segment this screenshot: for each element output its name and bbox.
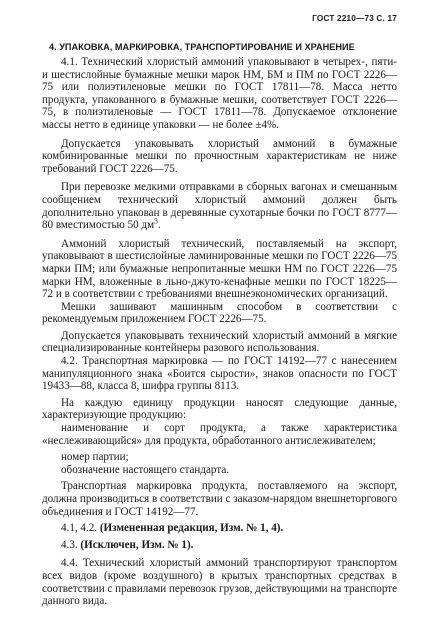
paragraph-export-packing: Аммоний хлористый технический, поставляемый на экспорт, упаковывают в шестислойные ламинированные мешки по ГОСТ 2226—75 марки ПМ; или бумажные непропитанные мешки НМ по ГОСТ 2226—75 марки НМ, вложенные в льно-джуто-кенафные мешки по ГОСТ 18225—72 и в соответствии с требованиями внешнеэкономических организаций. bbox=[42, 237, 397, 301]
document-body bbox=[42, 56, 397, 608]
paragraph-4-2: 4.2. Транспортная маркировка — по ГОСТ 14192—77 с нанесением манипуляционного знака «Боится сырости», знаков опасности по ГОСТ 19433—88, класса 8, шифра группы 8113. bbox=[42, 355, 397, 393]
paragraph-combined-bags: Допускается упаковывать хлористый аммоний в бумажные комбинированные мешки по прочностным характеристикам не ниже требований ГОСТ 2226—75. bbox=[42, 137, 397, 175]
paragraph-4-3 bbox=[42, 539, 397, 552]
paragraph-small-shipments bbox=[42, 181, 397, 231]
small-shipments-end: . bbox=[157, 219, 161, 232]
clause-ref: 4.3. bbox=[61, 538, 81, 551]
paragraph-4-1: 4.1. Технический хлористый аммоний упаковывают в четырех-, пяти- и шестислойные бумажные мешки марок НМ, БМ и ПМ по ГОСТ 2226—75 или полиэтиленовые мешки по ГОСТ 17811—78. Масса нетто продукта, упакованного в бумажные мешки, соответствует ГОСТ 2226—75, в полиэтиленовые — ГОСТ 17811—78. Допускаемое отклонение массы нетто в единице упаковки — не более ±4%. bbox=[42, 56, 397, 131]
paragraph-export-marking: Транспортная маркировка продукта, поставляемого на экспорт, должна производиться в соответствии с заказом-нарядом внешнеторгового объединения и ГОСТ 14192—77. bbox=[42, 480, 397, 518]
list-item-standard-designation: обозначение настоящего стандарта. bbox=[61, 463, 230, 476]
list-item-product-name: наименование и сорт продукта, а также характеристика «неслеживающийся» для продукта, обработанного антислеживателем; bbox=[42, 422, 397, 447]
amendment-ref: 4.1, 4.2. bbox=[61, 522, 100, 535]
section-title: 4. УПАКОВКА, МАРКИРОВКА, ТРАНСПОРТИРОВАНИЕ И ХРАНЕНИЕ bbox=[49, 42, 355, 52]
cubic-superscript: 3 bbox=[154, 216, 158, 226]
paragraph-containers: Допускается упаковывать технический хлористый аммоний в мягкие специализированные контейнеры разового использования. bbox=[42, 329, 397, 355]
paragraph-amendment-4-1-4-2 bbox=[42, 522, 397, 535]
excluded-note: (Исключен, Изм. № 1). bbox=[80, 538, 194, 551]
paragraph-4-4: 4.4. Технический хлористый аммоний транспортируют транспортом всех видов (кроме воздушного) в крытых транспортных средствах в соответствии с правилами перевозок грузов, действующими на транспорте данного вида. bbox=[42, 557, 397, 608]
page-header: ГОСТ 2210—73 С. 17 bbox=[312, 14, 397, 23]
amendment-note: (Измененная редакция, Изм. № 1, 4). bbox=[99, 522, 284, 535]
list-item-batch-number: номер партии; bbox=[61, 451, 129, 464]
paragraph-marking-data: На каждую единицу продукции наносят следующие данные, характеризующие продукцию: bbox=[42, 396, 397, 422]
small-shipments-text: При перевозке мелкими отправками в сборных вагонах и смешанным сообщением технический хлористый аммоний должен быть дополнительно упакован в деревянные сухотарные бочки по ГОСТ 8777—80 вместимостью 50 дм bbox=[42, 181, 397, 232]
paragraph-sewing: Мешки зашивают машинным способом в соответствии с рекомендуемым приложением ГОСТ 2226—75. bbox=[42, 300, 397, 326]
